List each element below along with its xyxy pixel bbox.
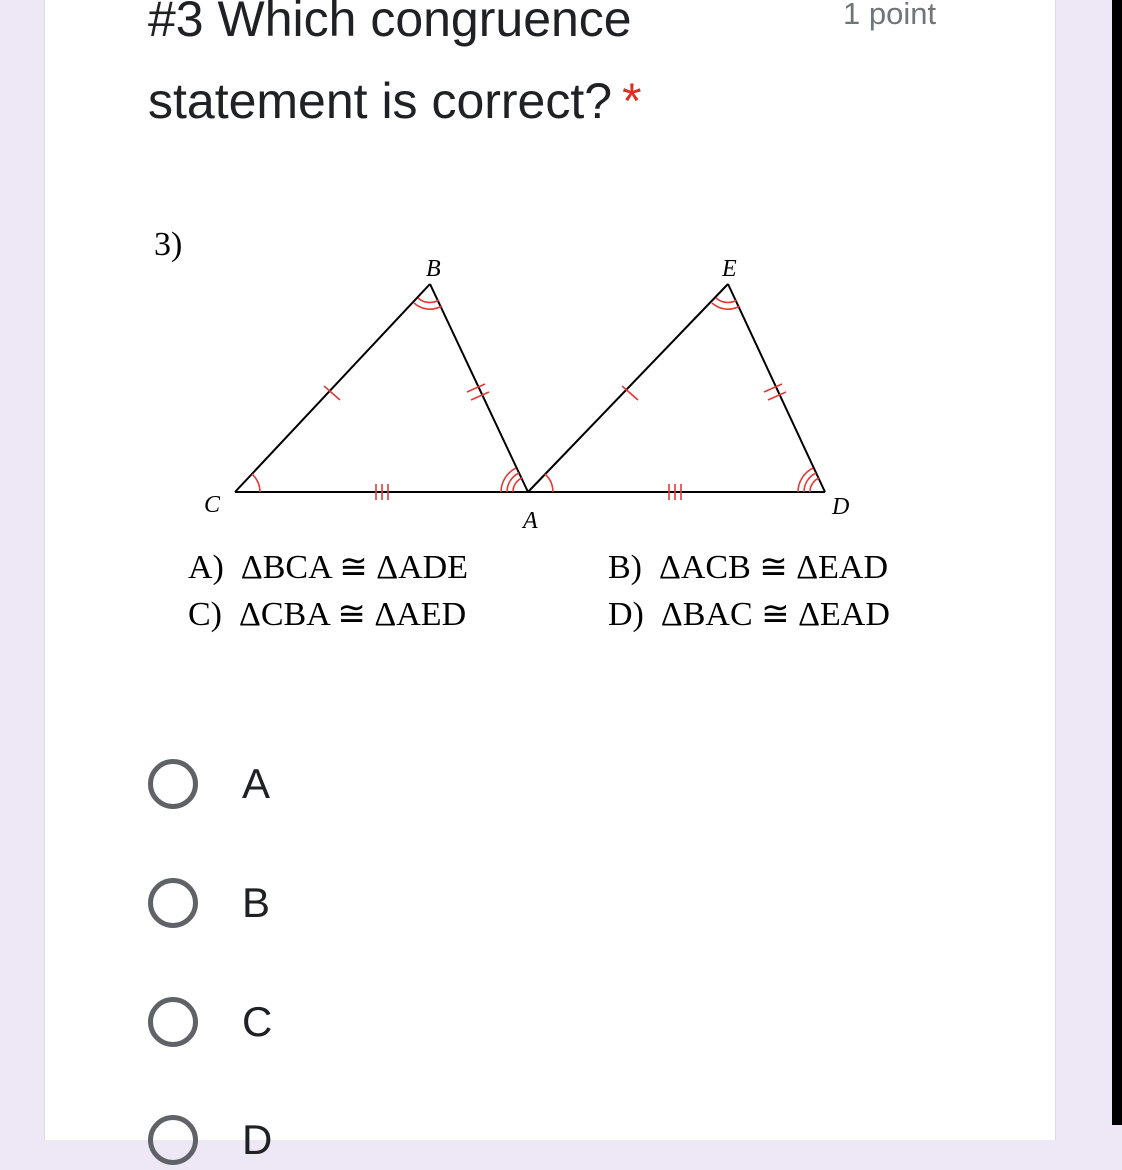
points-label: 1 point [843, 0, 937, 31]
triangle-cba [235, 284, 528, 492]
radio-c[interactable] [148, 997, 198, 1047]
question-title [148, 0, 788, 142]
option-c-label: C [242, 998, 273, 1045]
option-d-label: D [242, 1116, 273, 1163]
window-edge [1112, 0, 1122, 1125]
option-a-label: A [242, 760, 271, 807]
triangle-aed [528, 284, 825, 492]
choice-b-text: B) ΔACB ≅ ΔEAD [608, 549, 889, 586]
vertex-label-a: A [523, 508, 538, 534]
problem-number: 3) [154, 226, 183, 263]
choice-d-text: D) ΔBAC ≅ ΔEAD [608, 596, 890, 633]
option-c[interactable] [148, 992, 272, 1052]
congruence-marks [252, 298, 819, 500]
question-image [140, 220, 940, 640]
option-d[interactable] [148, 1110, 272, 1170]
choice-c-text: C) ΔCBA ≅ ΔAED [188, 596, 467, 633]
option-a[interactable] [148, 754, 270, 814]
option-b[interactable] [148, 873, 270, 933]
vertex-label-b: B [426, 256, 441, 282]
vertex-label-c: C [204, 492, 221, 518]
question-text: #3 Which congruence statement is correct? [148, 0, 632, 129]
required-asterisk: * [622, 73, 642, 129]
radio-d[interactable] [148, 1115, 198, 1165]
option-b-label: B [242, 879, 271, 926]
radio-a[interactable] [148, 759, 198, 809]
vertex-label-e: E [722, 256, 737, 282]
radio-b[interactable] [148, 878, 198, 928]
choice-a-text: A) ΔBCA ≅ ΔADE [188, 549, 469, 586]
vertex-label-d: D [832, 494, 850, 520]
